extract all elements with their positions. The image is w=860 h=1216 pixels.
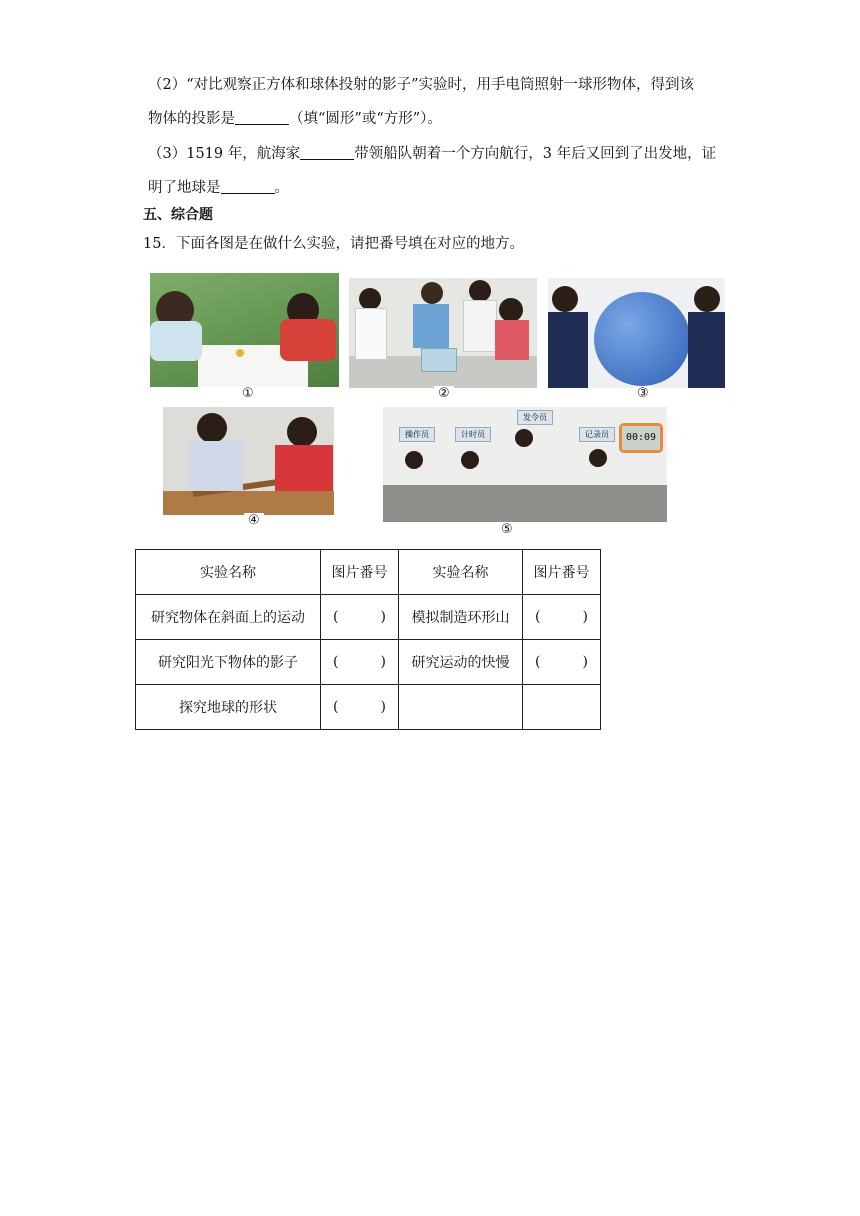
boy-body: [280, 319, 336, 361]
q3-blank-navigator[interactable]: [300, 145, 354, 160]
q2-text-a: 物体的投影是: [148, 111, 235, 127]
photo-3-earth-shape-experiment: [548, 278, 725, 388]
table-row: [136, 595, 601, 640]
q3-line1: [148, 142, 716, 163]
child1-body: [355, 308, 387, 360]
child4-body: [495, 320, 529, 360]
floor: [383, 485, 667, 522]
child1-head: [359, 288, 381, 310]
photo-5-speed-experiment: [383, 407, 667, 522]
q3-text-b: 带领船队朝着一个方向航行，3 年后又回到了出发地，证: [354, 146, 717, 162]
paren-open: (: [535, 609, 541, 625]
child-operator: [405, 451, 423, 469]
photo-label-3: ③: [633, 386, 653, 401]
answer-cell[interactable]: [321, 640, 399, 685]
boy-body: [189, 441, 243, 491]
experiment-name-cell: 研究运动的快慢: [399, 640, 523, 685]
experiment-name-cell: 研究物体在斜面上的运动: [136, 595, 321, 640]
girl-head: [287, 417, 317, 447]
paren-close: ): [380, 609, 386, 625]
child3-body: [463, 300, 497, 352]
photo-label-1: ①: [238, 386, 258, 401]
photo-label-2: ②: [434, 386, 454, 401]
girl-body: [150, 321, 202, 361]
answer-cell[interactable]: [523, 595, 601, 640]
sign-timer: 计时员: [455, 427, 491, 442]
empty-cell: [399, 685, 523, 730]
experiment-name-cell: 研究阳光下物体的影子: [136, 640, 321, 685]
child-timer: [461, 451, 479, 469]
q3-text-c: 明了地球是: [148, 180, 221, 196]
empty-cell: [523, 685, 601, 730]
section-heading: 五、综合题: [143, 207, 213, 223]
paren-open: (: [333, 654, 339, 670]
sign-operator: 操作员: [399, 427, 435, 442]
table-header-row: [136, 550, 601, 595]
q3-blank-shape[interactable]: [221, 179, 275, 194]
child-recorder: [589, 449, 607, 467]
paren-close: ): [380, 654, 386, 670]
paren-close: ): [582, 654, 588, 670]
answer-table: [135, 549, 601, 730]
girl-body: [275, 445, 333, 491]
q2-blank[interactable]: [235, 110, 289, 125]
child4-head: [499, 298, 523, 322]
q2-text-b: （填“圆形”或“方形”）。: [289, 111, 442, 127]
q3-text-d: 。: [274, 180, 289, 196]
experiment-name-cell: 探究地球的形状: [136, 685, 321, 730]
small-object: [236, 349, 244, 357]
stopwatch-display: 00:09: [622, 426, 660, 450]
photo-label-4: ④: [244, 513, 264, 528]
photo-2-crater-experiment: [349, 278, 537, 388]
wooden-table: [163, 491, 334, 515]
boy-head: [197, 413, 227, 443]
child2-head: [421, 282, 443, 304]
child3-head: [469, 280, 491, 302]
table-row: [136, 640, 601, 685]
answer-cell[interactable]: [523, 640, 601, 685]
answer-cell[interactable]: [321, 685, 399, 730]
table-row: [136, 685, 601, 730]
boy-head: [694, 286, 720, 312]
paren-open: (: [333, 609, 339, 625]
paren-close: ): [380, 699, 386, 715]
paren-close: ): [582, 609, 588, 625]
sign-recorder: 记录员: [579, 427, 615, 442]
photo-4-slope-experiment: [163, 407, 334, 515]
boy-body: [688, 312, 725, 388]
child-starter: [515, 429, 533, 447]
paren-open: (: [535, 654, 541, 670]
blue-ball: [594, 292, 690, 386]
sign-starter: 发令员: [517, 410, 553, 425]
child2-body: [413, 304, 449, 348]
q15-prompt: 15．下面各图是在做什么实验，请把番号填在对应的地方。: [143, 236, 524, 252]
q3-text-a: （3）1519 年，航海家: [148, 146, 301, 162]
q2-line1: （2）“对比观察正方体和球体投射的影子”实验时，用手电筒照射一球形物体，得到该: [148, 77, 695, 93]
header-photo-number-2: 图片番号: [523, 550, 601, 595]
header-experiment-name-2: 实验名称: [399, 550, 523, 595]
paren-open: (: [333, 699, 339, 715]
container-box: [421, 348, 457, 372]
header-photo-number-1: 图片番号: [321, 550, 399, 595]
experiment-name-cell: 模拟制造环形山: [399, 595, 523, 640]
header-experiment-name-1: 实验名称: [136, 550, 321, 595]
photo-label-5: ⑤: [497, 522, 517, 537]
photo-1-shadow-experiment: [150, 273, 339, 387]
q3-line2: [148, 176, 289, 197]
girl-body: [548, 312, 588, 388]
girl-head: [552, 286, 578, 312]
stopwatch: [619, 423, 663, 453]
q2-line2: [148, 107, 442, 128]
answer-cell[interactable]: [321, 595, 399, 640]
